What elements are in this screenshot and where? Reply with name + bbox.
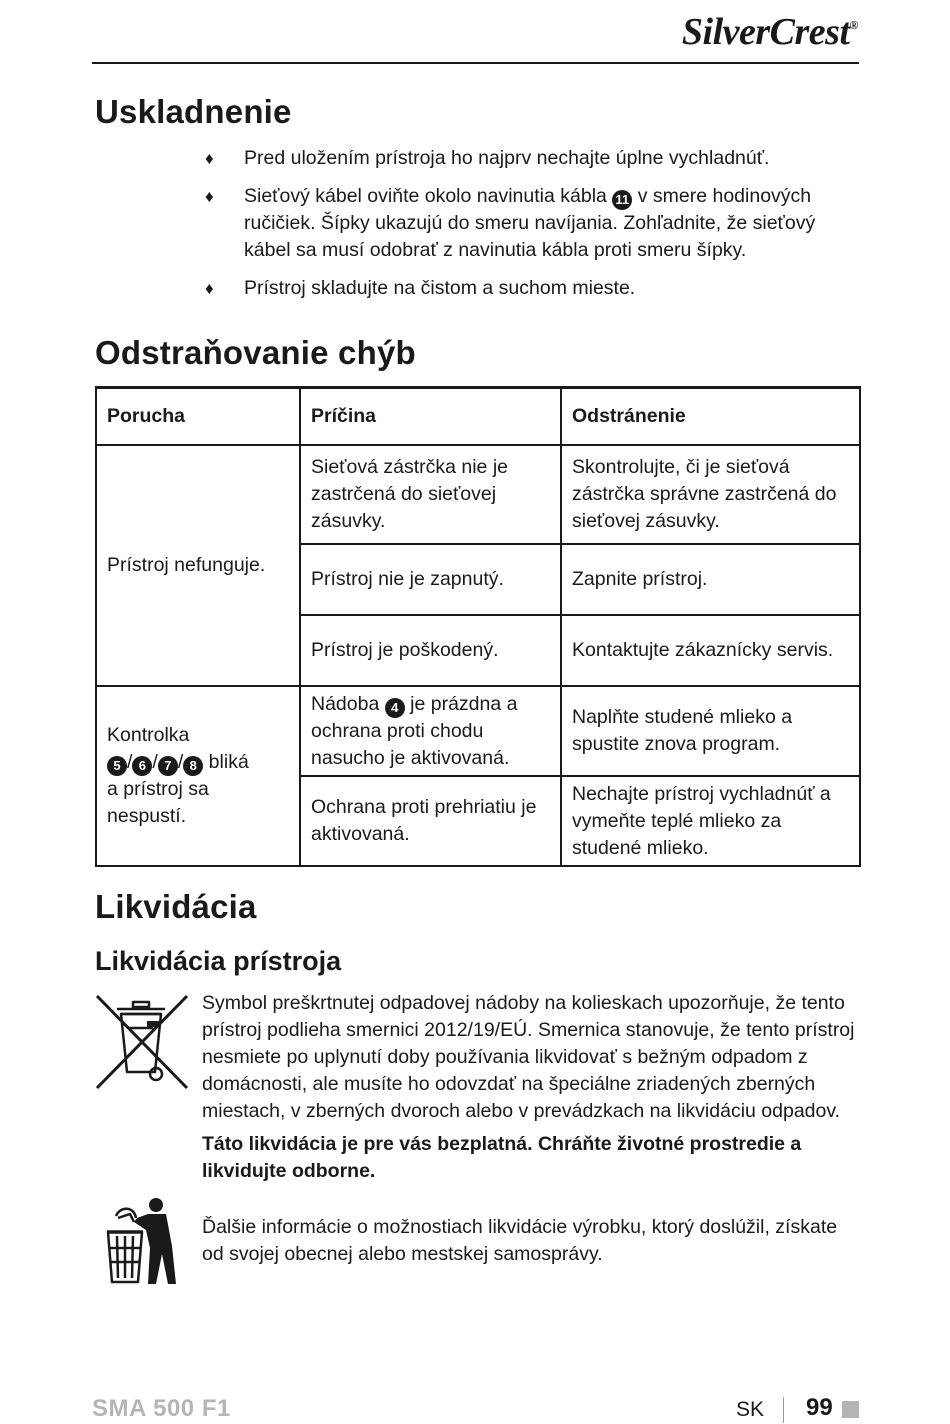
further-info-paragraph: Ďalšie informácie o možnostiach likvidácie výrobku, ktorý doslúžil, získate od svojej obecnej alebo mestskej samosprávy. (202, 1216, 838, 1265)
disposal-heading: Likvidácia (95, 888, 257, 925)
reference-number-badge: 6 (132, 756, 152, 776)
reference-number-badge: 11 (612, 190, 632, 210)
reference-number-badge: 5 (107, 756, 127, 776)
footer-language-code: SK (736, 1398, 765, 1421)
remedy-cell: Zapnite prístroj. (561, 544, 860, 615)
remedy-cell: Skontrolujte, či je sieťová zástrčka správne zastrčená do sieťovej zásuvky. (561, 445, 860, 544)
troubleshooting-heading: Odstraňovanie chýb (95, 334, 416, 371)
ref-separator: / (152, 751, 158, 773)
footer-model-number: SMA 500 F1 (92, 1395, 231, 1422)
cause-text-start: Nádoba (311, 692, 385, 715)
registered-mark: ® (849, 18, 858, 32)
column-header-fault: Porucha (96, 388, 300, 446)
bullet-icon: ♦ (205, 187, 214, 206)
reference-number-badge: 4 (385, 698, 405, 718)
table-row (96, 445, 860, 544)
footer-divider (783, 1397, 784, 1423)
cause-text-end: je prázdna a ochrana proti chodu nasucho je aktivovaná. (311, 692, 518, 769)
tidyman-bin-icon (104, 1196, 178, 1286)
fault-cell: Prístroj nefunguje. (96, 445, 300, 686)
list-item-text: Pred uložením prístroja ho najprv nechajte úplne vychladnúť. (244, 147, 770, 169)
list-item-text-start: Sieťový kábel oviňte okolo navinutia kábla (244, 185, 613, 207)
cause-cell (300, 686, 561, 776)
ref-separator: / (127, 751, 133, 773)
header-rule (92, 62, 859, 64)
bullet-icon: ♦ (205, 279, 214, 298)
free-disposal-notice: Táto likvidácia je pre vás bezplatná. Chráňte životné prostredie a likvidujte odborne. (202, 1133, 802, 1182)
remedy-cell: Naplňte studené mlieko a spustite znova program. (561, 686, 860, 776)
disposal-subheading: Likvidácia prístroja (95, 946, 342, 976)
reference-number-badge: 8 (183, 756, 203, 776)
brand-logo (682, 10, 858, 54)
remedy-cell: Kontaktujte zákaznícky servis. (561, 615, 860, 686)
cause-cell: Prístroj nie je zapnutý. (300, 544, 561, 615)
remedy-cell: Nechajte prístroj vychladnúť a vymeňte teplé mlieko za studené mlieko. (561, 776, 860, 866)
column-header-cause: Príčina (300, 388, 561, 446)
column-header-remedy: Odstránenie (561, 388, 860, 446)
bullet-icon: ♦ (205, 149, 214, 168)
crossed-out-bin-icon (95, 994, 189, 1090)
fault-text-line1: Kontrolka (107, 724, 190, 746)
cause-cell: Ochrana proti prehriatiu je aktivovaná. (300, 776, 561, 866)
table-header-row (96, 388, 860, 446)
cause-cell: Sieťová zástrčka nie je zastrčená do sieťovej zásuvky. (300, 445, 561, 544)
brand-name: SilverCrest (681, 11, 850, 53)
list-item (205, 275, 865, 302)
footer-square-mark (842, 1401, 859, 1418)
storage-list (205, 145, 865, 313)
ref-separator: / (177, 751, 184, 773)
list-item (205, 183, 865, 264)
fault-text-line3: a prístroj sa nespustí. (107, 778, 209, 827)
fault-verb: bliká (203, 751, 249, 773)
weee-paragraph: Symbol preškrtnutej odpadovej nádoby na kolieskach upozorňuje, že tento prístroj podlieha smernici 2012/19/EÚ. Smernica stanovuje, že tento prístroj nesmiete po uplynutí doby používania likvidovať s bežným odpadom z domácnosti, ale musíte ho odovzdať na špeciálne zriadených zberných miestach, v zberných dvoroch alebo v prevádzkach na likvidáciu odpadov. (202, 992, 855, 1122)
list-item (205, 145, 865, 172)
table-row (96, 686, 860, 776)
troubleshooting-table (95, 386, 861, 867)
reference-number-badge: 7 (158, 756, 178, 776)
footer-page-number: 99 (806, 1394, 833, 1421)
fault-cell (96, 686, 300, 866)
storage-heading: Uskladnenie (95, 93, 292, 130)
list-item-text-end: v smere hodinových ručičiek. Šípky ukazujú do smeru navíjania. Zohľadnite, že sieťový kábel sa musí odobrať z navinutia kábla proti smeru šípky. (244, 185, 816, 261)
cause-cell: Prístroj je poškodený. (300, 615, 561, 686)
list-item-text: Prístroj skladujte na čistom a suchom mieste. (244, 277, 636, 299)
